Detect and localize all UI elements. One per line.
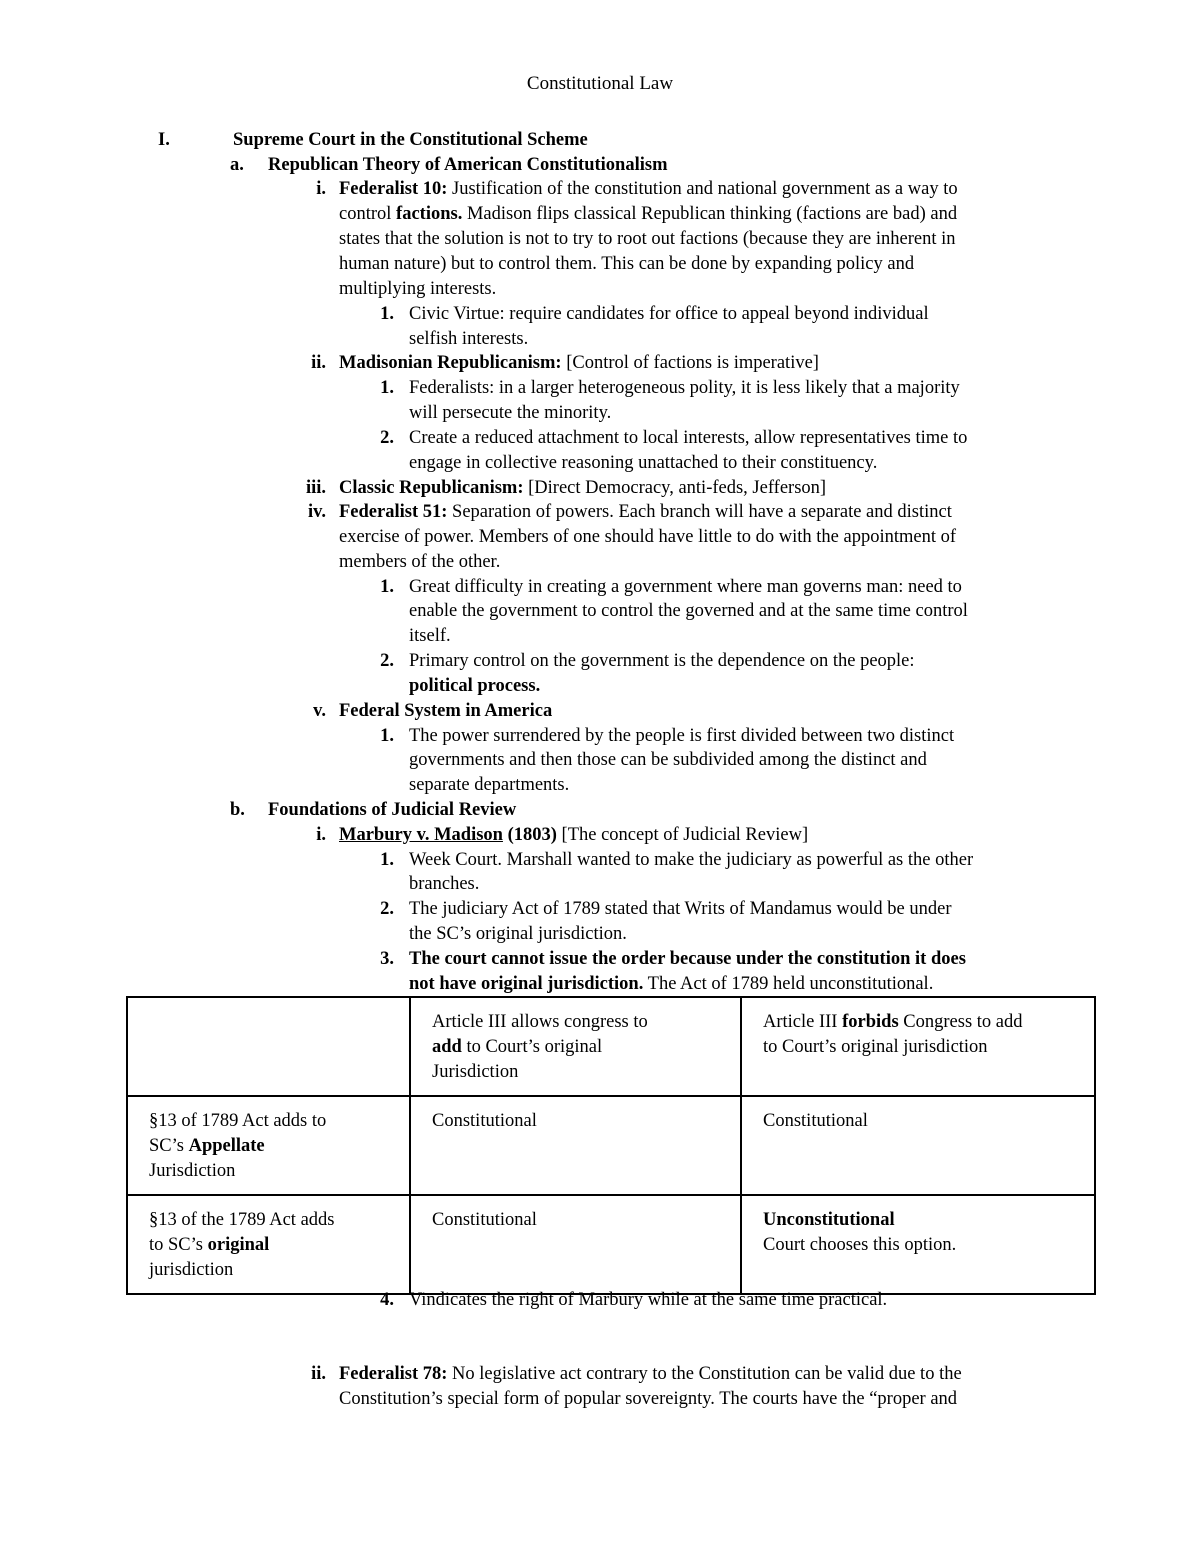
table-cell-unconstitutional: Unconstitutional Court chooses this option. <box>741 1195 1095 1294</box>
outline-roman-ii: ii. <box>311 353 326 373</box>
outline-number-1: 1. <box>380 577 394 597</box>
federalist-10-line-5: multiplying interests. <box>339 279 497 299</box>
table-row-header-appellate: §13 of 1789 Act adds to SC’s Appellate Jurisdiction <box>127 1096 410 1195</box>
federal-system-heading: Federal System in America <box>339 701 553 721</box>
judiciary-act-line-2: the SC’s original jurisdiction. <box>409 924 627 944</box>
outline-number-3: 3. <box>380 949 394 969</box>
federalist-10-line-4: human nature) but to control them. This can be done by expanding policy and <box>339 254 915 274</box>
reduced-attachment-line-2: engage in collective reasoning unattached to their constituency. <box>409 453 878 473</box>
outline-number-1: 1. <box>380 850 394 870</box>
page-title: Constitutional Law <box>526 73 674 94</box>
table-row-header-original: §13 of the 1789 Act adds to SC’s original jurisdiction <box>127 1195 410 1294</box>
vindicates-line: Vindicates the right of Marbury while at the same time practical. <box>409 1290 888 1310</box>
great-difficulty-line-2: enable the government to control the governed and at the same time control <box>409 601 968 621</box>
section-b-heading: Foundations of Judicial Review <box>268 800 517 820</box>
federalist-78-line-2: Constitution’s special form of popular sovereignty. The courts have the “proper and <box>339 1389 958 1409</box>
outline-roman-i: i. <box>316 825 326 845</box>
table-cell-empty <box>127 997 410 1096</box>
outline-number-2: 2. <box>380 428 394 448</box>
primary-control-line-1: Primary control on the government is the dependence on the people: <box>409 651 915 671</box>
table-cell: Constitutional <box>410 1096 741 1195</box>
court-cannot-issue-line-1: The court cannot issue the order because under the constitution it does <box>409 949 966 969</box>
table-header-forbids-add: Article III forbids Congress to add to Court’s original jurisdiction <box>741 997 1095 1096</box>
week-court-line-1: Week Court. Marshall wanted to make the judiciary as powerful as the other <box>409 850 974 870</box>
outline-letter-b: b. <box>230 800 245 820</box>
outline-roman-ii: ii. <box>311 1364 326 1384</box>
table-row <box>127 997 1095 1096</box>
federalist-78-line-1: Federalist 78: No legislative act contrary to the Constitution can be valid due to the <box>339 1364 962 1384</box>
civic-virtue-line-2: selfish interests. <box>409 329 529 349</box>
outline-number-I: I. <box>158 130 170 150</box>
federalist-10-line-1: Federalist 10: Justification of the constitution and national government as a way to <box>339 179 958 199</box>
outline-number-2: 2. <box>380 651 394 671</box>
outline-number-1: 1. <box>380 726 394 746</box>
civic-virtue-line-1: Civic Virtue: require candidates for office to appeal beyond individual <box>409 304 929 324</box>
outline-roman-iii: iii. <box>305 478 326 498</box>
judiciary-act-line-1: The judiciary Act of 1789 stated that Writs of Mandamus would be under <box>409 899 952 919</box>
primary-control-line-2: political process. <box>409 676 541 696</box>
week-court-line-2: branches. <box>409 874 480 894</box>
federalists-line-1: Federalists: in a larger heterogeneous polity, it is less likely that a majority <box>409 378 960 398</box>
table-cell: Constitutional <box>410 1195 741 1294</box>
marbury-v-madison: Marbury v. Madison (1803) [The concept of Judicial Review] <box>339 825 809 845</box>
federalist-51-line-1: Federalist 51: Separation of powers. Each branch will have a separate and distinct <box>339 502 952 522</box>
great-difficulty-line-1: Great difficulty in creating a government where man governs man: need to <box>409 577 962 597</box>
outline-number-2: 2. <box>380 899 394 919</box>
outline-number-4: 4. <box>380 1290 394 1310</box>
jurisdiction-table <box>126 996 1096 1295</box>
federalist-10-line-2: control factions. Madison flips classical Republican thinking (factions are bad) and <box>339 204 958 224</box>
outline-number-1: 1. <box>380 304 394 324</box>
table-cell: Constitutional <box>741 1096 1095 1195</box>
great-difficulty-line-3: itself. <box>409 626 451 646</box>
federalist-51-line-3: members of the other. <box>339 552 501 572</box>
section-I-heading: Supreme Court in the Constitutional Scheme <box>233 130 588 150</box>
section-a-heading: Republican Theory of American Constitutionalism <box>268 155 668 175</box>
power-surrendered-line-3: separate departments. <box>409 775 570 795</box>
federalists-line-2: will persecute the minority. <box>409 403 612 423</box>
outline-number-1: 1. <box>380 378 394 398</box>
court-cannot-issue-line-2: not have original jurisdiction. The Act of 1789 held unconstitutional. <box>409 974 934 994</box>
madisonian-republicanism: Madisonian Republicanism: [Control of factions is imperative] <box>339 353 819 373</box>
classic-republicanism: Classic Republicanism: [Direct Democracy, anti-feds, Jefferson] <box>339 478 827 498</box>
power-surrendered-line-1: The power surrendered by the people is first divided between two distinct <box>409 726 955 746</box>
federalist-10-line-3: states that the solution is not to try to root out factions (because they are inherent in <box>339 229 956 249</box>
outline-roman-iv: iv. <box>308 502 326 522</box>
outline-roman-v: v. <box>313 701 326 721</box>
table-header-allows-add: Article III allows congress to add to Court’s original Jurisdiction <box>410 997 741 1096</box>
outline-roman-i: i. <box>316 179 326 199</box>
outline-letter-a: a. <box>230 155 244 175</box>
power-surrendered-line-2: governments and then those can be subdivided among the distinct and <box>409 750 927 770</box>
reduced-attachment-line-1: Create a reduced attachment to local interests, allow representatives time to <box>409 428 968 448</box>
table-row <box>127 1096 1095 1195</box>
table-row <box>127 1195 1095 1294</box>
federalist-51-line-2: exercise of power. Members of one should have little to do with the appointment of <box>339 527 957 547</box>
